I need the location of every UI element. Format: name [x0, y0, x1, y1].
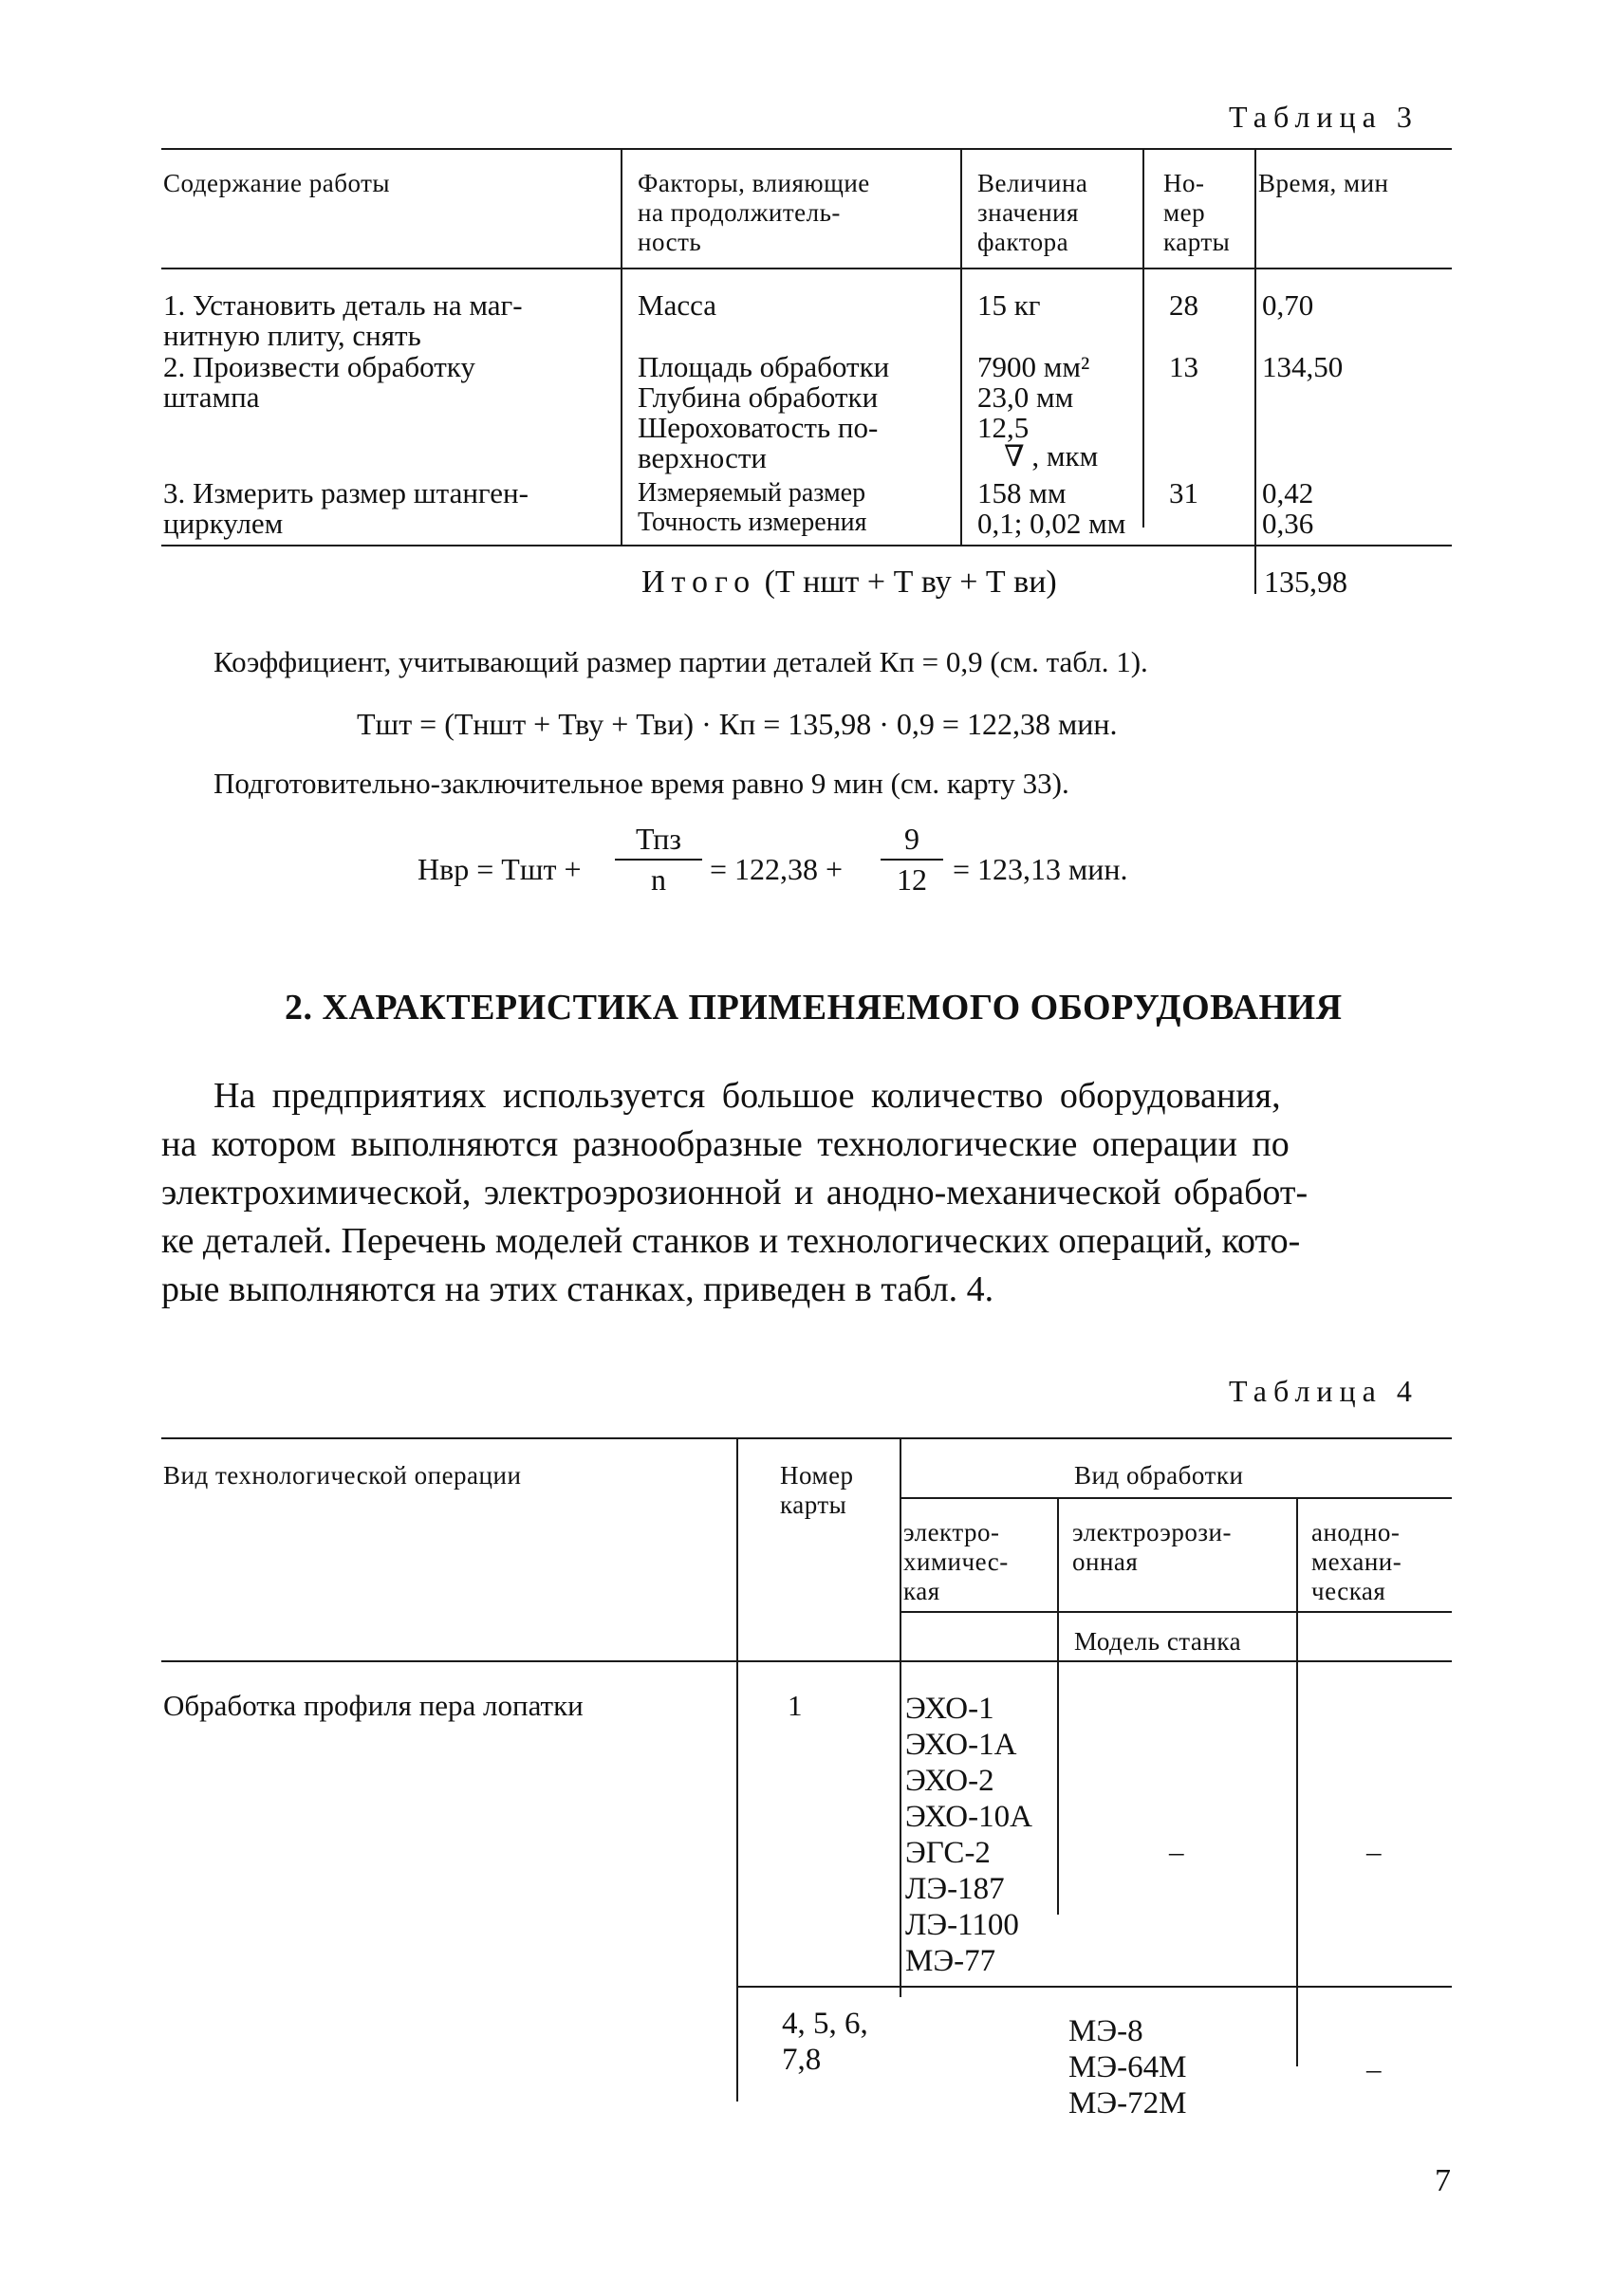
table4-top-rule — [161, 1437, 1452, 1439]
section-heading: 2. ХАРАКТЕРИСТИКА ПРИМЕНЯЕМОГО ОБОРУДОВАНИЯ — [285, 988, 1343, 1028]
table3-header-time: Время, мин — [1258, 169, 1389, 197]
table4-vline-3 — [1057, 1497, 1059, 1915]
formula-2-rhs: = 123,13 мин. — [953, 852, 1128, 886]
preparation-line: Подготовительно-заключительное время равно 9 мин (см. карту 33). — [213, 767, 1069, 800]
table3-row2-time: 134,50 — [1262, 350, 1344, 383]
table3-row1-values: 15 кг — [977, 288, 1041, 322]
table4-row1-electrochem: ЭХО-1 ЭХО-1А ЭХО-2 ЭХО-10А ЭГС-2 ЛЭ-187 ЛЭ-1100 МЭ-77 — [905, 1692, 1032, 1978]
coefficient-line: Коэффициент, учитывающий размер партии деталей Кп = 0,9 (см. табл. 1). — [213, 645, 1148, 678]
table3-vline-4 — [1254, 148, 1256, 594]
table3-row3-values: 158 мм 0,1; 0,02 мм — [977, 476, 1126, 540]
table4-row-separator — [736, 1986, 1452, 1988]
table4-header-rule — [161, 1660, 1452, 1662]
table3-header-factors: Факторы, влияющие на продолжитель- ность — [638, 169, 870, 256]
table3-row3-work: 3. Измерить размер штанген- циркулем — [163, 476, 529, 540]
paragraph-line-2: на котором выполняются разнообразные технологические операции по — [161, 1124, 1290, 1164]
table3-row3-factors: Измеряемый размер Точность измерения — [638, 478, 867, 537]
formula-2-fraction-2 — [881, 822, 943, 898]
table4-header-card: Номер карты — [780, 1461, 854, 1519]
section-paragraph — [161, 1072, 1452, 1314]
table3-row3-card: 31 — [1169, 476, 1198, 509]
table4-row2-card: 4, 5, 6, 7,8 — [782, 2007, 868, 2077]
formula-2-fraction-1 — [615, 822, 702, 898]
fraction-2-bar — [881, 859, 943, 861]
table3-row2-factors: Площадь обработки Глубина обработки Шероховатость по- верхности — [638, 350, 890, 474]
table3-vline-1 — [621, 148, 622, 545]
table4-row1-electroerosion: – — [1169, 1835, 1184, 1868]
fraction-2-denominator: 12 — [897, 862, 927, 897]
table4-vline-2 — [900, 1437, 901, 1997]
table4-row1-card: 1 — [788, 1689, 803, 1722]
table3-row1-card: 28 — [1169, 288, 1198, 322]
table3-total-value: 135,98 — [1264, 565, 1347, 599]
fraction-1-bar — [615, 859, 702, 861]
table3-vline-3 — [1142, 148, 1144, 528]
formula-2-lhs: Нвр = Тшт + — [418, 852, 582, 886]
table3-bottom-rule — [161, 545, 1452, 546]
table3-row1-factors: Масса — [638, 288, 716, 322]
table3-header-card: Но- мер карты — [1163, 169, 1231, 256]
formula-1: Тшт = (Тншт + Тву + Тви) · Кп = 135,98 · 0,9 = 122,38 мин. — [357, 707, 1118, 741]
table4-processing-rule — [900, 1497, 1452, 1499]
formula-2-mid: = 122,38 + — [710, 852, 844, 886]
table3-header-values: Величина значения фактора — [977, 169, 1088, 256]
paragraph-line-5: рые выполняются на этих станках, приведен в табл. 4. — [161, 1269, 994, 1309]
table4-row2-electroerosion: МЭ-8 МЭ-64М МЭ-72М — [1068, 2014, 1187, 2120]
table3-top-rule — [161, 148, 1452, 150]
table3-row1-time: 0,70 — [1262, 288, 1314, 322]
table3-row2-values: 7900 мм² 23,0 мм 12,5 — [977, 350, 1090, 444]
table3-header-work: Содержание работы — [163, 169, 391, 197]
fraction-2-numerator: 9 — [904, 822, 919, 856]
table4-header-electrochem: электро- химичес- кая — [903, 1518, 1009, 1605]
paragraph-line-3: электрохимической, электроэрозионной и анодно-механической обработ- — [161, 1173, 1309, 1213]
table4-header-anodic: анодно- механи- ческая — [1311, 1518, 1402, 1605]
table4-row1-anodic: – — [1366, 1835, 1382, 1868]
paragraph-line-1: На предприятиях используется большое количество оборудования, — [213, 1076, 1281, 1116]
table4-caption: Таблица 4 — [1229, 1374, 1419, 1408]
paragraph-line-4: ке деталей. Перечень моделей станков и технологических операций, кото- — [161, 1221, 1301, 1261]
page-number: 7 — [1435, 2163, 1451, 2198]
table3-total-label: Итого (Т ншт + Т ву + Т ви) — [641, 565, 1057, 600]
table4-header-electroerosion: электроэрози- онная — [1072, 1518, 1232, 1576]
table3-row2-work: 2. Произвести обработку штампа — [163, 350, 475, 414]
table3-row2-card: 13 — [1169, 350, 1198, 383]
table4-header-operation: Вид технологической операции — [163, 1461, 522, 1490]
fraction-1-denominator: n — [651, 862, 666, 897]
table4-row1-operation: Обработка профиля пера лопатки — [163, 1689, 584, 1722]
table4-header-model: Модель станка — [1074, 1627, 1242, 1656]
table3-header-rule — [161, 268, 1452, 269]
table4-header-processing: Вид обработки — [1074, 1461, 1244, 1490]
table4-vline-4 — [1296, 1497, 1298, 2066]
table3-row2-values-extra: ∇ , мкм — [1004, 439, 1099, 472]
table3-row1-work: 1. Установить деталь на маг- нитную плиту, снять — [163, 288, 523, 352]
table3-caption: Таблица 3 — [1229, 100, 1419, 134]
table4-subheader-rule — [900, 1611, 1452, 1613]
table4-vline-1 — [736, 1437, 738, 2102]
table4-row2-anodic: – — [1366, 2052, 1382, 2085]
table3-vline-2 — [960, 148, 962, 545]
table3-row3-time: 0,42 0,36 — [1262, 476, 1314, 540]
fraction-1-numerator: Тпз — [635, 822, 682, 856]
